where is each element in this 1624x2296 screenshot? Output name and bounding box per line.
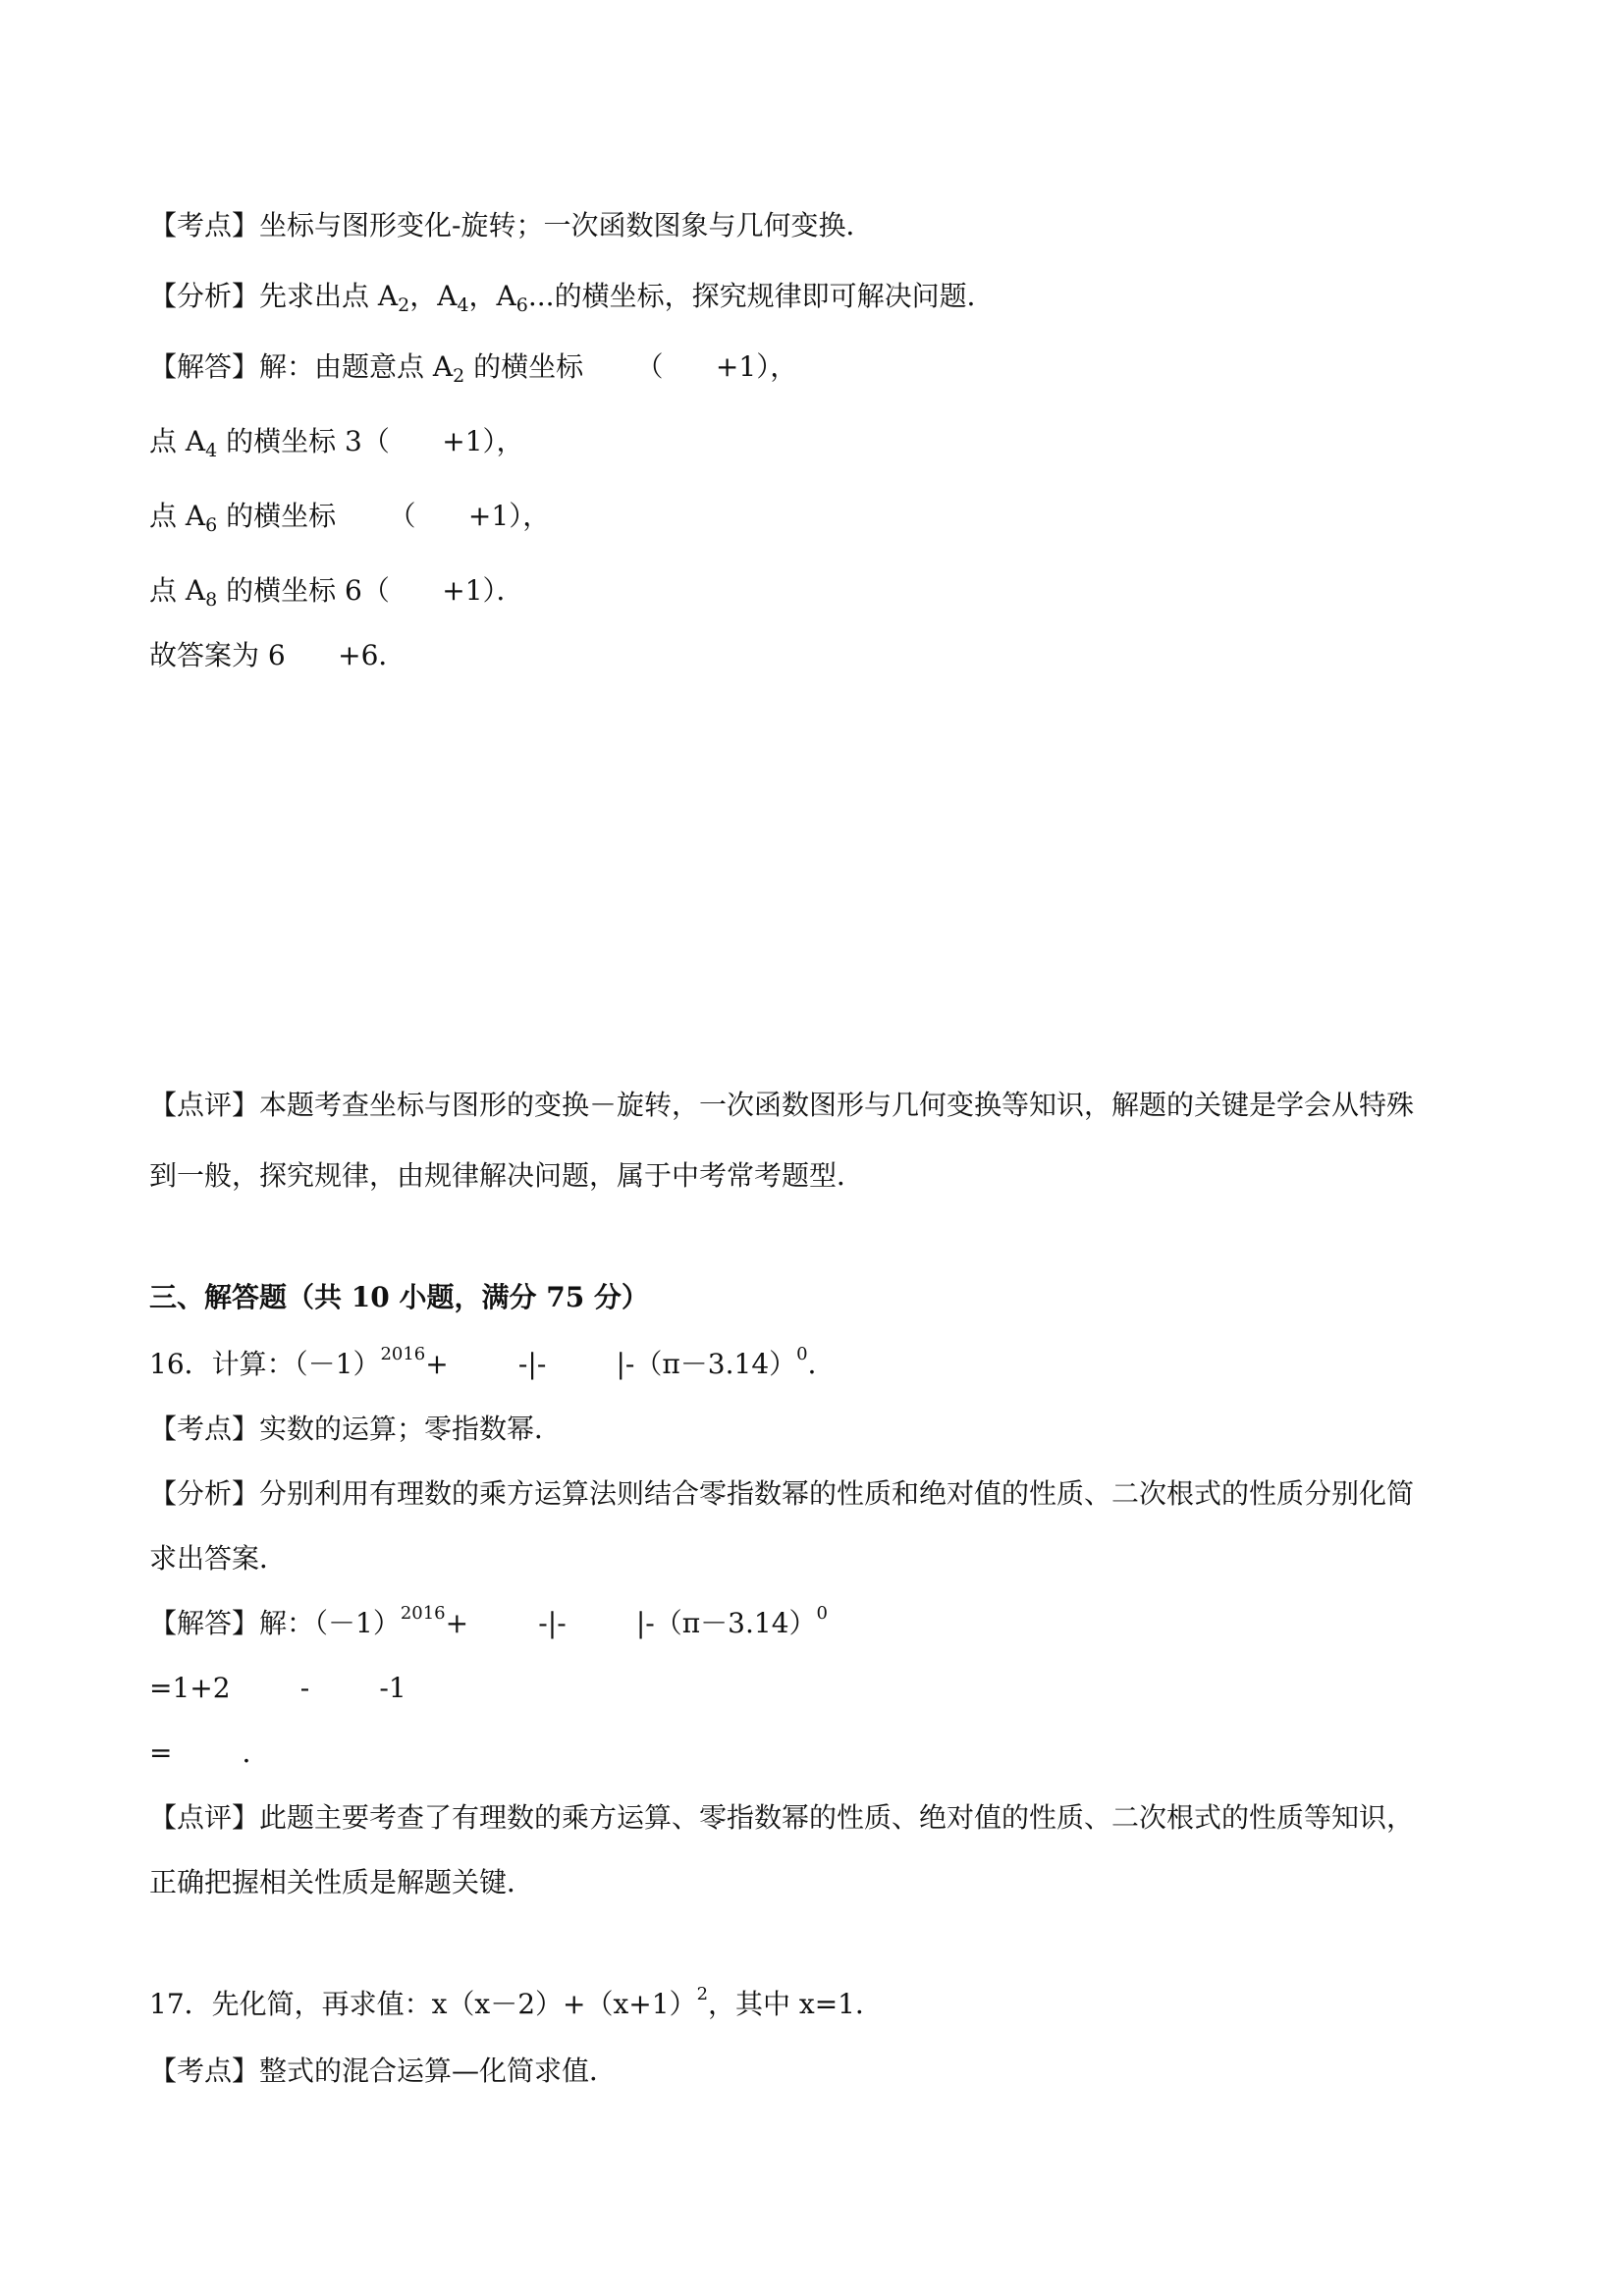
text-run: 【解答】解：（－1） xyxy=(149,1607,401,1639)
text-run: 的横坐标 （ +1）， xyxy=(464,350,798,383)
q15-line-a6 xyxy=(149,500,551,536)
text-run: 的横坐标 3（ +1）， xyxy=(217,425,524,457)
q17-kaodian: 【考点】整式的混合运算—化简求值． xyxy=(149,2055,618,2087)
text-run: + -|- |-（π－3.14） xyxy=(445,1607,817,1639)
text-run: 16．计算：（－1） xyxy=(149,1348,381,1380)
subscript: 2 xyxy=(398,294,410,316)
text-run: ...的横坐标，探究规律即可解决问题． xyxy=(527,280,995,312)
superscript: 2016 xyxy=(380,1344,426,1364)
q16-dianping-line1: 【点评】此题主要考查了有理数的乘方运算、零指数幂的性质、绝对值的性质、二次根式的性质等知识， xyxy=(149,1801,1415,1834)
text-run: ，A xyxy=(468,280,516,312)
text-run: ． xyxy=(807,1348,836,1380)
section-title: 三、解答题（共 10 小题，满分 75 分） xyxy=(149,1281,649,1313)
q15-line-a4 xyxy=(149,425,524,461)
q15-kaodian: 【考点】坐标与图形变化-旋转；一次函数图象与几何变换． xyxy=(149,209,874,241)
q16-fenxi-line1: 【分析】分别利用有理数的乘方运算法则结合零指数幂的性质和绝对值的性质、二次根式的性质分别化简 xyxy=(149,1477,1415,1510)
q15-dianping-line2: 到一般，探究规律，由规律解决问题，属于中考常考题型． xyxy=(149,1159,865,1192)
text-run: 点 A xyxy=(149,574,206,607)
text-run: 的横坐标 6（ +1）． xyxy=(217,574,524,607)
superscript: 2 xyxy=(696,1984,709,2004)
q15-answer: 故答案为 6 +6． xyxy=(149,639,406,671)
text-run: ，A xyxy=(409,280,458,312)
q16-question xyxy=(149,1344,836,1381)
q15-fenxi xyxy=(149,280,995,316)
q16-step1: =1+2 - -1 xyxy=(149,1672,406,1704)
text-run: 【解答】解：由题意点 A xyxy=(149,350,454,383)
text-run: 17．先化简，再求值：x（x－2）+（x+1） xyxy=(149,1988,697,2020)
subscript: 4 xyxy=(205,440,218,461)
q16-step2: = ． xyxy=(149,1736,270,1769)
subscript: 4 xyxy=(457,294,469,316)
superscript: 0 xyxy=(816,1603,828,1624)
text-run: 点 A xyxy=(149,500,206,532)
q15-dianping-line1: 【点评】本题考查坐标与图形的变换－旋转，一次函数图形与几何变换等知识，解题的关键是学会从特殊 xyxy=(149,1089,1415,1121)
text-run: 【分析】先求出点 A xyxy=(149,280,399,312)
q16-fenxi-line2: 求出答案． xyxy=(149,1542,288,1575)
q15-line-a8 xyxy=(149,574,524,611)
text-run: 的横坐标 （ +1）， xyxy=(217,500,551,532)
subscript: 6 xyxy=(515,294,528,316)
superscript: 0 xyxy=(796,1344,808,1364)
q16-kaodian: 【考点】实数的运算；零指数幂． xyxy=(149,1413,563,1445)
q16-jieda xyxy=(149,1603,828,1640)
q17-question xyxy=(149,1984,883,2021)
text-run: ，其中 x=1． xyxy=(708,1988,883,2020)
superscript: 2016 xyxy=(400,1603,446,1624)
subscript: 6 xyxy=(205,514,218,536)
q15-jieda xyxy=(149,350,798,387)
subscript: 2 xyxy=(453,365,465,387)
text-run: + -|- |-（π－3.14） xyxy=(425,1348,797,1380)
q16-dianping-line2: 正确把握相关性质是解题关键． xyxy=(149,1866,535,1898)
subscript: 8 xyxy=(205,589,218,611)
text-run: 点 A xyxy=(149,425,206,457)
